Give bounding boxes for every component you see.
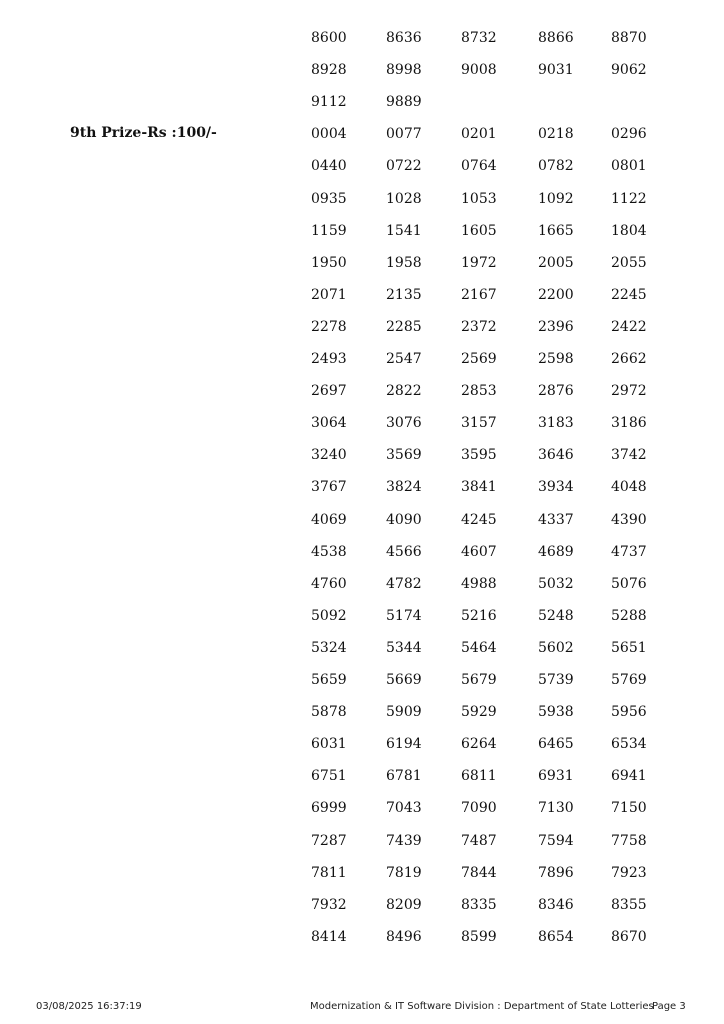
- ticket-number: 1950: [311, 255, 347, 271]
- ticket-number: 2200: [538, 287, 574, 303]
- ticket-number: 3076: [386, 415, 422, 431]
- ticket-number: 3064: [311, 415, 347, 431]
- ticket-number: 3569: [386, 447, 422, 463]
- number-row: [0, 157, 724, 189]
- ticket-number: 5878: [311, 704, 347, 720]
- number-row: [0, 671, 724, 703]
- ticket-number: 3824: [386, 479, 422, 495]
- ticket-number: 5288: [611, 608, 647, 624]
- ticket-number: 4245: [461, 512, 497, 528]
- number-row: [0, 382, 724, 414]
- number-row: [0, 928, 724, 960]
- ticket-number: 2493: [311, 351, 347, 367]
- ticket-number: 3240: [311, 447, 347, 463]
- ticket-number: 2071: [311, 287, 347, 303]
- ticket-number: 9112: [311, 94, 347, 110]
- ticket-number: 5909: [386, 704, 422, 720]
- ticket-number: 0801: [611, 158, 647, 174]
- ticket-number: 5464: [461, 640, 497, 656]
- ticket-number: 9031: [538, 62, 574, 78]
- ticket-number: 3742: [611, 447, 647, 463]
- ticket-number: 6941: [611, 768, 647, 784]
- ticket-number: 4782: [386, 576, 422, 592]
- footer-division: Modernization & IT Software Division : Department of State Lotteries: [310, 1001, 654, 1012]
- ticket-number: 8654: [538, 929, 574, 945]
- ticket-number: 3934: [538, 479, 574, 495]
- ticket-number: 5659: [311, 672, 347, 688]
- number-row: [0, 832, 724, 864]
- ticket-number: 2372: [461, 319, 497, 335]
- ticket-number: 0077: [386, 126, 422, 142]
- number-row: [0, 61, 724, 93]
- footer-page-number: Page 3: [652, 1001, 686, 1012]
- ticket-number: 6811: [461, 768, 497, 784]
- ticket-number: 2876: [538, 383, 574, 399]
- ticket-number: 2005: [538, 255, 574, 271]
- ticket-number: 3841: [461, 479, 497, 495]
- ticket-number: 5092: [311, 608, 347, 624]
- ticket-number: 4390: [611, 512, 647, 528]
- ticket-number: 1053: [461, 191, 497, 207]
- number-row: [0, 511, 724, 543]
- number-row: [0, 29, 724, 61]
- ticket-number: 5769: [611, 672, 647, 688]
- ticket-number: 0004: [311, 126, 347, 142]
- ticket-number: 5651: [611, 640, 647, 656]
- ticket-number: 2135: [386, 287, 422, 303]
- ticket-number: 8866: [538, 30, 574, 46]
- ticket-number: 5216: [461, 608, 497, 624]
- ticket-number: 8346: [538, 897, 574, 913]
- number-row: [0, 575, 724, 607]
- ticket-number: 8355: [611, 897, 647, 913]
- ticket-number: 4607: [461, 544, 497, 560]
- ticket-number: 9008: [461, 62, 497, 78]
- number-row: [0, 446, 724, 478]
- number-row: [0, 478, 724, 510]
- ticket-number: 5679: [461, 672, 497, 688]
- ticket-number: 4689: [538, 544, 574, 560]
- ticket-number: 0782: [538, 158, 574, 174]
- ticket-number: 3186: [611, 415, 647, 431]
- ticket-number: 2569: [461, 351, 497, 367]
- ticket-number: 4069: [311, 512, 347, 528]
- ticket-number: 5929: [461, 704, 497, 720]
- ticket-number: 7758: [611, 833, 647, 849]
- ticket-number: 2598: [538, 351, 574, 367]
- ticket-number: 1028: [386, 191, 422, 207]
- ticket-number: 6031: [311, 736, 347, 752]
- ticket-number: 7439: [386, 833, 422, 849]
- ticket-number: 8928: [311, 62, 347, 78]
- ticket-number: 9889: [386, 94, 422, 110]
- ticket-number: 2422: [611, 319, 647, 335]
- ticket-number: 1665: [538, 223, 574, 239]
- ticket-number: 7844: [461, 865, 497, 881]
- ticket-number: 8600: [311, 30, 347, 46]
- ticket-number: 2822: [386, 383, 422, 399]
- number-row: [0, 896, 724, 928]
- ticket-number: 2285: [386, 319, 422, 335]
- number-row: [0, 543, 724, 575]
- ticket-number: 5174: [386, 608, 422, 624]
- ticket-number: 2278: [311, 319, 347, 335]
- ticket-number: 7487: [461, 833, 497, 849]
- ticket-number: 2972: [611, 383, 647, 399]
- number-row: [0, 190, 724, 222]
- ticket-number: 7932: [311, 897, 347, 913]
- ticket-number: 7811: [311, 865, 347, 881]
- ticket-number: 8636: [386, 30, 422, 46]
- ticket-number: 8496: [386, 929, 422, 945]
- ticket-number: 7594: [538, 833, 574, 849]
- ticket-number: 7090: [461, 800, 497, 816]
- footer-timestamp: 03/08/2025 16:37:19: [36, 1001, 142, 1012]
- number-row: [0, 286, 724, 318]
- number-row: [0, 222, 724, 254]
- ticket-number: 4566: [386, 544, 422, 560]
- ticket-number: 5739: [538, 672, 574, 688]
- prize-heading: 9th Prize-Rs :100/-: [70, 125, 217, 141]
- ticket-number: 9062: [611, 62, 647, 78]
- ticket-number: 6931: [538, 768, 574, 784]
- ticket-number: 8599: [461, 929, 497, 945]
- ticket-number: 1541: [386, 223, 422, 239]
- ticket-number: 5032: [538, 576, 574, 592]
- ticket-number: 2055: [611, 255, 647, 271]
- ticket-number: 1804: [611, 223, 647, 239]
- number-row: [0, 254, 724, 286]
- ticket-number: 1605: [461, 223, 497, 239]
- ticket-number: 6751: [311, 768, 347, 784]
- number-row: [0, 607, 724, 639]
- ticket-number: 0722: [386, 158, 422, 174]
- ticket-number: 4090: [386, 512, 422, 528]
- ticket-number: 5324: [311, 640, 347, 656]
- ticket-number: 4337: [538, 512, 574, 528]
- ticket-number: 3157: [461, 415, 497, 431]
- ticket-number: 3595: [461, 447, 497, 463]
- ticket-number: 1958: [386, 255, 422, 271]
- ticket-number: 4048: [611, 479, 647, 495]
- ticket-number: 5344: [386, 640, 422, 656]
- ticket-number: 6999: [311, 800, 347, 816]
- ticket-number: 8335: [461, 897, 497, 913]
- ticket-number: 6781: [386, 768, 422, 784]
- ticket-number: 8670: [611, 929, 647, 945]
- ticket-number: 5602: [538, 640, 574, 656]
- ticket-number: 8414: [311, 929, 347, 945]
- number-row: [0, 639, 724, 671]
- ticket-number: 5076: [611, 576, 647, 592]
- number-row: [0, 703, 724, 735]
- ticket-number: 8870: [611, 30, 647, 46]
- ticket-number: 6264: [461, 736, 497, 752]
- ticket-number: 2396: [538, 319, 574, 335]
- ticket-number: 0218: [538, 126, 574, 142]
- ticket-number: 0440: [311, 158, 347, 174]
- ticket-number: 4760: [311, 576, 347, 592]
- ticket-number: 5956: [611, 704, 647, 720]
- ticket-number: 2547: [386, 351, 422, 367]
- ticket-number: 0935: [311, 191, 347, 207]
- ticket-number: 7896: [538, 865, 574, 881]
- number-row: [0, 318, 724, 350]
- ticket-number: 4988: [461, 576, 497, 592]
- ticket-number: 8732: [461, 30, 497, 46]
- ticket-number: 2167: [461, 287, 497, 303]
- ticket-number: 2697: [311, 383, 347, 399]
- ticket-number: 7150: [611, 800, 647, 816]
- ticket-number: 5669: [386, 672, 422, 688]
- ticket-number: 1159: [311, 223, 347, 239]
- ticket-number: 4737: [611, 544, 647, 560]
- ticket-number: 0764: [461, 158, 497, 174]
- ticket-number: 2245: [611, 287, 647, 303]
- ticket-number: 2853: [461, 383, 497, 399]
- ticket-number: 3767: [311, 479, 347, 495]
- ticket-number: 6465: [538, 736, 574, 752]
- number-row: [0, 767, 724, 799]
- ticket-number: 3183: [538, 415, 574, 431]
- ticket-number: 5248: [538, 608, 574, 624]
- ticket-number: 7923: [611, 865, 647, 881]
- ticket-number: 4538: [311, 544, 347, 560]
- number-row: [0, 125, 724, 157]
- ticket-number: 7287: [311, 833, 347, 849]
- ticket-number: 8998: [386, 62, 422, 78]
- ticket-number: 7043: [386, 800, 422, 816]
- ticket-number: 6534: [611, 736, 647, 752]
- ticket-number: 7130: [538, 800, 574, 816]
- ticket-number: 0201: [461, 126, 497, 142]
- ticket-number: 1092: [538, 191, 574, 207]
- ticket-number: 7819: [386, 865, 422, 881]
- ticket-number: 2662: [611, 351, 647, 367]
- ticket-number: 3646: [538, 447, 574, 463]
- number-row: [0, 864, 724, 896]
- ticket-number: 5938: [538, 704, 574, 720]
- ticket-number: 1122: [611, 191, 647, 207]
- ticket-number: 6194: [386, 736, 422, 752]
- number-row: [0, 414, 724, 446]
- ticket-number: 8209: [386, 897, 422, 913]
- ticket-number: 0296: [611, 126, 647, 142]
- ticket-number: 1972: [461, 255, 497, 271]
- number-row: [0, 799, 724, 831]
- number-row: [0, 735, 724, 767]
- number-row: [0, 350, 724, 382]
- number-row: [0, 93, 724, 125]
